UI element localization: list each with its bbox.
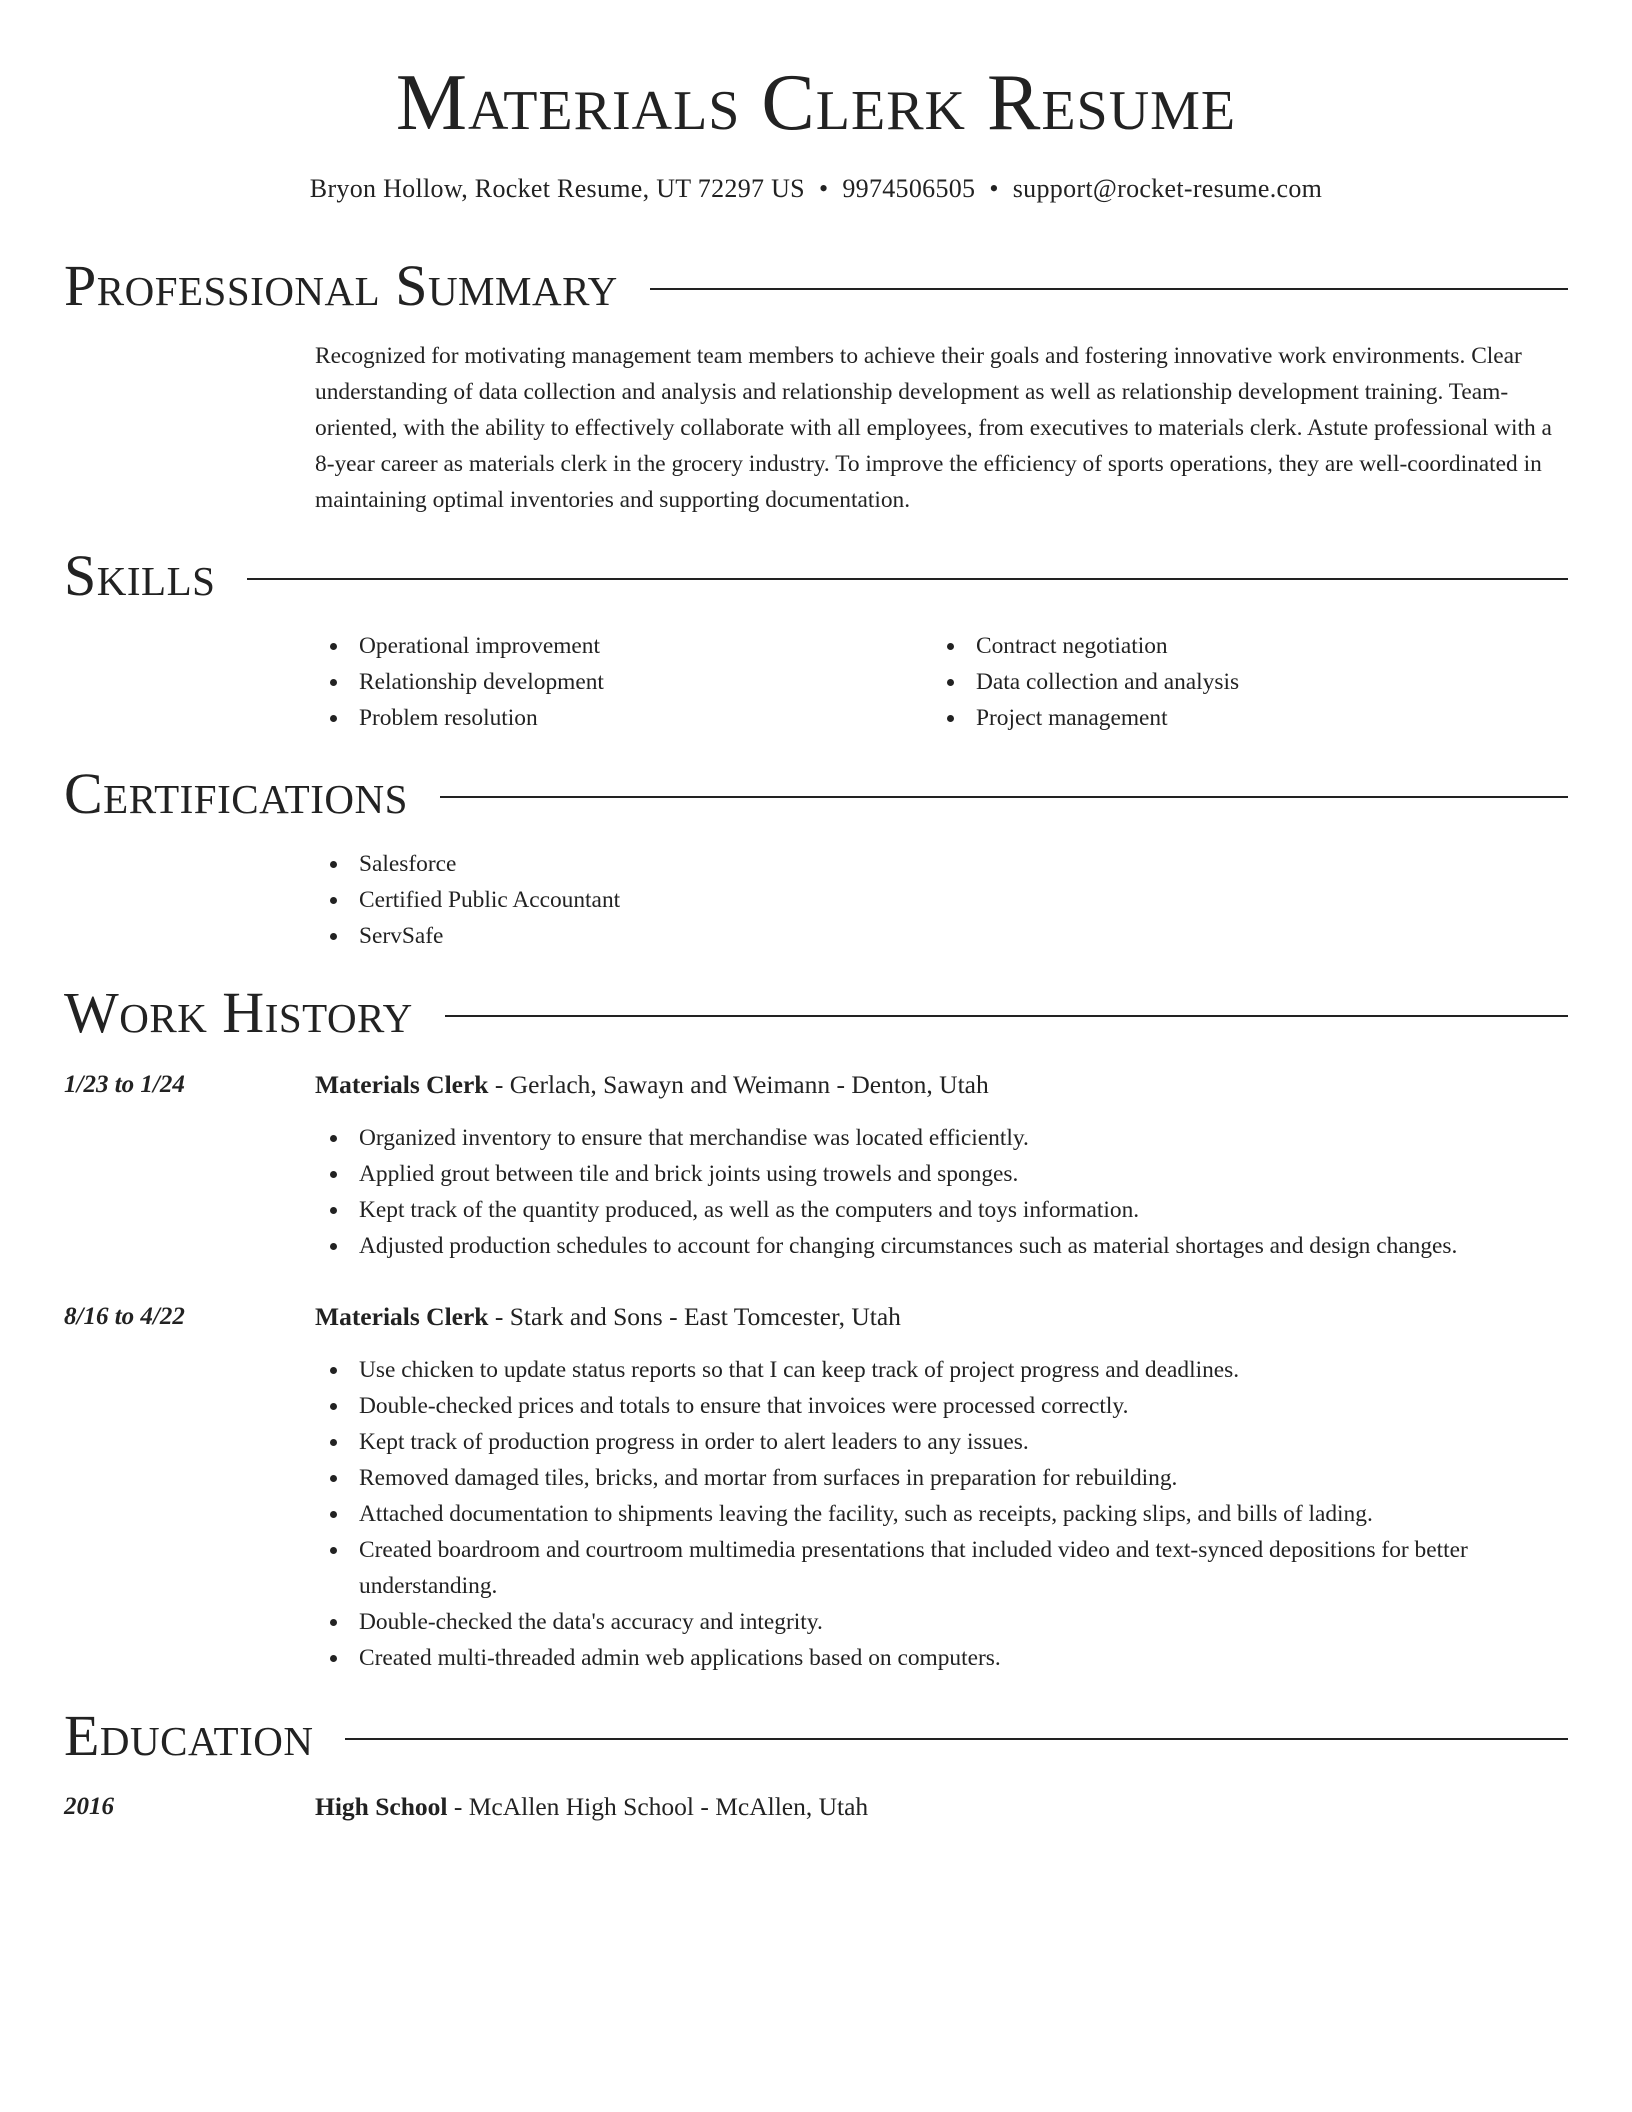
contact-email: support@rocket-resume.com [1012, 174, 1323, 203]
job-duty: Double-checked prices and totals to ensure that invoices were processed correctly. [315, 1388, 1575, 1424]
education-heading [315, 1789, 1575, 1825]
skill-item: Project management [932, 700, 1532, 736]
job-duty: Kept track of the quantity produced, as well as the computers and toys information. [315, 1192, 1575, 1228]
contact-separator: • [989, 174, 999, 203]
section-divider [650, 288, 1568, 290]
job-heading [315, 1299, 1575, 1335]
section-divider [247, 578, 1568, 580]
resume-title: Materials Clerk Resume [395, 59, 1237, 147]
summary-text: Recognized for motivating management team members to achieve their goals and fostering innovative work environments. Clear understanding of data collection and analysis and relationship development as well as relationship development training. Team-oriented, with the ability to effectively collaborate with all employees, from executives to materials clerk. Astute professional with a 8-year career as materials clerk in the grocery industry. To improve the efficiency of sports operations, they are well-coordinated in maintaining optimal inventories and supporting documentation. [315, 343, 1552, 513]
section-header-certifications [64, 761, 1568, 827]
skill-item: Contract negotiation [932, 628, 1532, 664]
job-duty: Double-checked the data's accuracy and integrity. [315, 1604, 1575, 1640]
section-title: Skills [64, 543, 216, 608]
skill-item: Problem resolution [315, 700, 915, 736]
job-duty: Applied grout between tile and brick joints using trowels and sponges. [315, 1156, 1575, 1192]
certifications-list [315, 846, 1215, 954]
job-duty: Use chicken to update status reports so that I can keep track of project progress and deadlines. [315, 1352, 1575, 1388]
job-duties-list [315, 1352, 1575, 1676]
skill-item: Relationship development [315, 664, 915, 700]
section-header-summary [64, 253, 1568, 319]
education-school: - McAllen High School - McAllen, Utah [447, 1792, 869, 1821]
section-divider [440, 796, 1568, 798]
job-duty: Removed damaged tiles, bricks, and mortar from surfaces in preparation for rebuilding. [315, 1460, 1575, 1496]
skills-list-left [315, 628, 915, 736]
contact-line [0, 172, 1632, 206]
skill-item: Data collection and analysis [932, 664, 1532, 700]
job-dates: 1/23 to 1/24 [64, 1071, 185, 1098]
job-heading [315, 1067, 1575, 1103]
contact-separator: • [818, 174, 829, 203]
job-duty: Adjusted production schedules to account for changing circumstances such as material shortages and design changes. [315, 1228, 1575, 1264]
section-title: Work History [64, 980, 413, 1045]
job-duties-list [315, 1120, 1575, 1264]
section-divider [445, 1015, 1568, 1017]
contact-address: Bryon Hollow, Rocket Resume, UT 72297 US [309, 174, 805, 203]
job-title: Materials Clerk [315, 1302, 489, 1331]
job-employer: - Stark and Sons - East Tomcester, Utah [488, 1302, 901, 1331]
certification-item: Certified Public Accountant [315, 882, 1215, 918]
job-dates: 8/16 to 4/22 [64, 1303, 185, 1330]
skill-item: Operational improvement [315, 628, 915, 664]
job-employer: - Gerlach, Sawayn and Weimann - Denton, Utah [488, 1070, 989, 1099]
job-duty: Created boardroom and courtroom multimedia presentations that included video and text-synced depositions for better understanding. [315, 1532, 1575, 1604]
section-header-skills [64, 543, 1568, 609]
skills-list-right [932, 628, 1532, 736]
job-duty: Created multi-threaded admin web applications based on computers. [315, 1640, 1575, 1676]
education-degree: High School [315, 1792, 448, 1821]
section-title: Certifications [64, 761, 408, 826]
section-header-work-history [64, 980, 1568, 1046]
section-title: Professional Summary [64, 253, 618, 318]
section-title: Education [64, 1703, 314, 1768]
job-duty: Attached documentation to shipments leaving the facility, such as receipts, packing slips, and bills of lading. [315, 1496, 1575, 1532]
certification-item: Salesforce [315, 846, 1215, 882]
certification-item: ServSafe [315, 918, 1215, 954]
job-title: Materials Clerk [315, 1070, 489, 1099]
section-header-education [64, 1703, 1568, 1769]
contact-phone: 9974506505 [842, 174, 976, 203]
job-duty: Kept track of production progress in order to alert leaders to any issues. [315, 1424, 1575, 1460]
section-divider [345, 1738, 1568, 1740]
education-year: 2016 [64, 1793, 114, 1820]
job-duty: Organized inventory to ensure that merchandise was located efficiently. [315, 1120, 1575, 1156]
